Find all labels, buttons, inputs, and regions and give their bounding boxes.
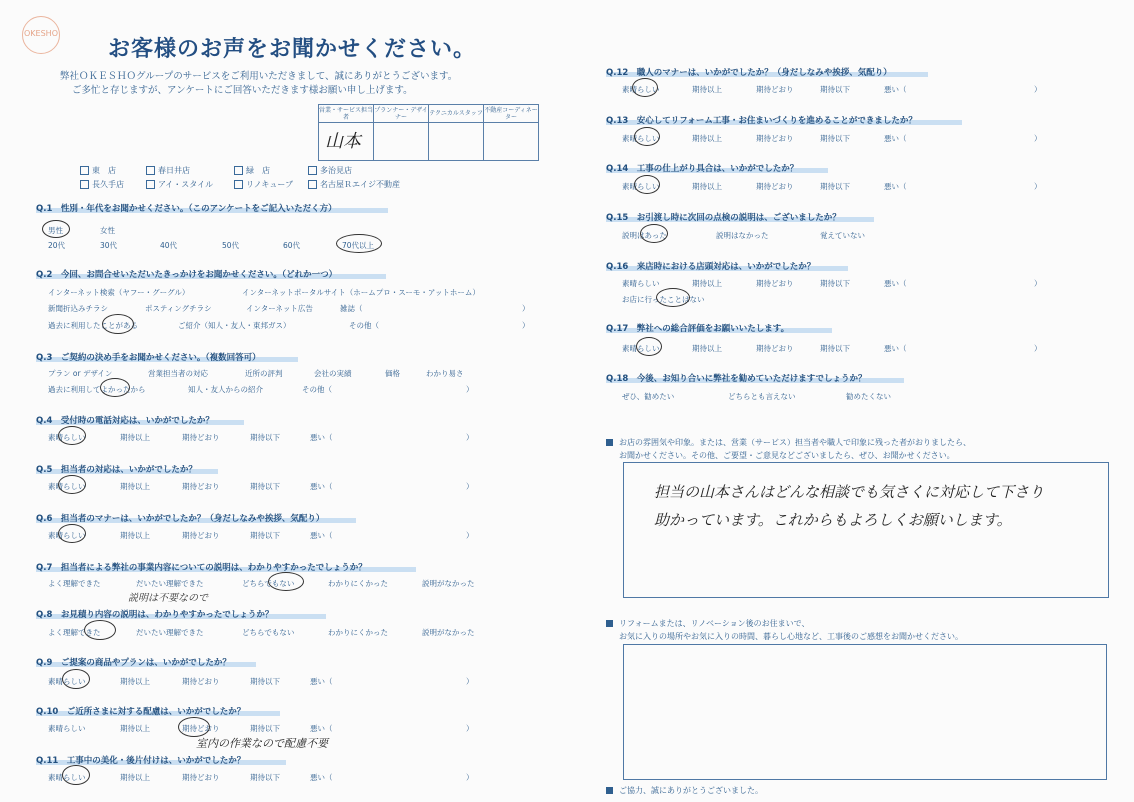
- q6-option-below[interactable]: 期待以下: [250, 531, 280, 540]
- q3-option-sales-staff[interactable]: 営業担当者の対応: [148, 369, 208, 378]
- q5-bad-close: ）: [466, 482, 474, 491]
- company-logo: [22, 16, 60, 54]
- q16-option-expected[interactable]: 期待どおり: [756, 279, 794, 288]
- q7-handwritten-note: 説明は不要なので: [128, 593, 208, 604]
- q9-bad-close: ）: [466, 677, 474, 686]
- answer-circle-q11: [62, 765, 90, 785]
- q2-option-past-use[interactable]: 過去に利用したことがある: [48, 321, 138, 330]
- q9-option-bad[interactable]: 悪い（: [310, 677, 333, 686]
- q10-handwritten-note: 室内の作業なので配慮不要: [196, 737, 328, 750]
- q10-option-above[interactable]: 期待以上: [120, 724, 150, 733]
- q16-bad-close: ）: [1034, 279, 1042, 288]
- q7-option-none[interactable]: 説明がなかった: [422, 579, 475, 588]
- q1-option-male[interactable]: 男性: [48, 226, 63, 235]
- answer-circle-male: [42, 220, 70, 238]
- section2-text-1: リフォームまたは、リノベーション後のお住まいで、: [619, 619, 810, 628]
- answer-circle-q4: [58, 426, 86, 445]
- q2-magazine-close: ）: [522, 304, 530, 313]
- q5-option-expected[interactable]: 期待どおり: [182, 482, 220, 491]
- q2-option-portal[interactable]: インターネットポータルサイト（ホームプロ・スーモ・アットホーム）: [242, 288, 480, 297]
- intro-line-1: 弊社ＯＫＥＳＨＯグループのサービスをご利用いただきまして、誠にありがとうございます。: [60, 71, 458, 82]
- q7-option-neither[interactable]: どちらでもない: [242, 579, 295, 588]
- q8-option-neither[interactable]: どちらでもない: [242, 628, 295, 637]
- q5-label: Q.5 担当者の対応は、いかがでしたか？: [36, 465, 197, 475]
- staff-realestate-name[interactable]: [484, 123, 539, 161]
- q17-option-expected[interactable]: 期待どおり: [756, 344, 794, 353]
- q11-label: Q.11 工事中の美化・後片付けは、いかがでしたか？: [36, 756, 246, 766]
- q4-bad-close: ）: [466, 433, 474, 442]
- q7-label: Q.7 担当者による弊社の事業内容についての説明は、わかりやすかったでしょうか？: [36, 563, 367, 573]
- q2-option-posting[interactable]: ポスティングチラシ: [145, 304, 212, 313]
- q1-label: Q.1 性別・年代をお聞かせください。（このアンケートをご記入いただく方）: [36, 204, 337, 214]
- store-checkbox-nagoya-rage[interactable]: [308, 179, 400, 190]
- checkbox-icon[interactable]: [146, 166, 155, 175]
- footer-thanks: [606, 785, 763, 796]
- staff-header-sales: 営業・サービス担当者: [319, 106, 374, 121]
- square-bullet-icon: [606, 620, 613, 627]
- q17-bad-close: ）: [1034, 344, 1042, 353]
- q2-option-newspaper[interactable]: 新聞折込みチラシ: [48, 304, 108, 313]
- q2-option-search[interactable]: インターネット検索（ヤフー・グーグル）: [48, 288, 190, 297]
- checkbox-icon[interactable]: [80, 180, 89, 189]
- q2-option-web-ad[interactable]: インターネット広告: [246, 304, 313, 313]
- q3-option-clarity[interactable]: わかり易さ: [426, 369, 464, 378]
- square-bullet-icon: [606, 787, 613, 794]
- q9-label: Q.9 ご提案の商品やプランは、いかがでしたか？: [36, 658, 231, 668]
- answer-circle-q15: [640, 224, 668, 243]
- checkbox-icon[interactable]: [234, 180, 243, 189]
- q10-option-bad[interactable]: 悪い（: [310, 724, 333, 733]
- q11-bad-close: ）: [466, 773, 474, 782]
- q14-option-expected[interactable]: 期待どおり: [756, 182, 794, 191]
- q10-bad-close: ）: [466, 724, 474, 733]
- q15-label: Q.15 お引渡し時に次回の点検の説明は、ございましたか？: [606, 213, 841, 223]
- store-label: 名古屋Ｒエイジ不動産: [320, 180, 400, 189]
- section2-text-2: お気に入りの場所やお気に入りの時間、暮らし心地など、工事後のご感想をお聞かせください。: [619, 632, 963, 641]
- q16-label: Q.16 来店時における店頭対応は、いかがでしたか？: [606, 262, 816, 272]
- checkbox-icon[interactable]: [308, 166, 317, 175]
- staff-header-realestate: 不動産コーディネーター: [484, 106, 538, 121]
- answer-circle-q7: [268, 572, 304, 591]
- q13-bad-close: ）: [1034, 134, 1042, 143]
- q10-label: Q.10 ご近所さまに対する配慮は、いかがでしたか？: [36, 707, 246, 717]
- answer-circle-q17: [636, 337, 662, 356]
- intro-line-2: ご多忙と存じますが、アンケートにご回答いただきます様お願い申し上げます。: [72, 85, 413, 96]
- store-label: リノキューブ: [246, 180, 293, 189]
- q16-option-bad[interactable]: 悪い（: [884, 279, 907, 288]
- staff-header-planner: プランナー・デザイナー: [374, 106, 428, 121]
- q6-option-above[interactable]: 期待以上: [120, 531, 150, 540]
- q4-option-expected[interactable]: 期待どおり: [182, 433, 220, 442]
- comment-section-2-line1: [606, 618, 809, 629]
- section1-text-1: お店の雰囲気や印象。または、営業（サービス）担当者や職人で印象に残った者がおりましたら、: [619, 438, 971, 447]
- square-bullet-icon: [606, 439, 613, 446]
- staff-sales-name[interactable]: 山本: [319, 123, 374, 161]
- store-checkbox-kasugai[interactable]: [146, 165, 190, 176]
- q15-option-dont-remember[interactable]: 覚えていない: [820, 231, 865, 240]
- answer-circle-q16: [656, 288, 690, 307]
- q5-option-excellent[interactable]: 素晴らしい: [48, 482, 86, 491]
- store-label: 長久手店: [92, 180, 124, 189]
- answer-circle-q13: [634, 127, 660, 146]
- q13-option-expected[interactable]: 期待どおり: [756, 134, 794, 143]
- answer-circle-q5: [58, 475, 86, 494]
- q12-option-below[interactable]: 期待以下: [820, 85, 850, 94]
- q17-option-above[interactable]: 期待以上: [692, 344, 722, 353]
- q8-option-unclear[interactable]: わかりにくかった: [328, 628, 388, 637]
- checkbox-icon[interactable]: [80, 166, 89, 175]
- q13-option-excellent[interactable]: 素晴らしい: [622, 134, 660, 143]
- page-title: お客様のお声をお聞かせください。: [108, 37, 477, 62]
- store-checkbox-midori[interactable]: [234, 165, 270, 176]
- store-label: 多治見店: [320, 166, 352, 175]
- q14-bad-close: ）: [1034, 182, 1042, 191]
- comment-1-line-2: 助かっています。これからもよろしくお願いします。: [654, 511, 1012, 529]
- q1-option-30s[interactable]: 30代: [100, 241, 118, 250]
- store-label: 春日井店: [158, 166, 190, 175]
- q2-label: Q.2 今回、お問合せいただいたきっかけをお聞かせください。（どれか一つ）: [36, 270, 338, 280]
- q6-option-expected[interactable]: 期待どおり: [182, 531, 220, 540]
- answer-circle-q6: [58, 524, 86, 543]
- q12-option-bad[interactable]: 悪い（: [884, 85, 907, 94]
- section1-text-2: お聞かせください。その他、ご要望・ご意見などございましたら、ぜひ、お聞かせください。: [619, 451, 955, 460]
- q12-option-excellent[interactable]: 素晴らしい: [622, 85, 660, 94]
- staff-header-technical: テクニカルスタッフ: [429, 105, 484, 123]
- q15-option-explained[interactable]: 説明はあった: [622, 231, 667, 240]
- store-checkbox-renocube[interactable]: [234, 179, 293, 190]
- q16-option-above[interactable]: 期待以上: [692, 279, 722, 288]
- q16-option-below[interactable]: 期待以下: [820, 279, 850, 288]
- store-checkbox-higashi[interactable]: [80, 165, 116, 176]
- q13-label: Q.13 安心してリフォーム工事・お住まいづくりを進めることができましたか？: [606, 116, 917, 126]
- q16-option-excellent[interactable]: 素晴らしい: [622, 279, 660, 288]
- q9-option-expected[interactable]: 期待どおり: [182, 677, 220, 686]
- store-checkbox-nagakute[interactable]: [80, 179, 124, 190]
- q4-option-excellent[interactable]: 素晴らしい: [48, 433, 86, 442]
- q11-option-bad[interactable]: 悪い（: [310, 773, 333, 782]
- store-label: 東 店: [92, 166, 116, 175]
- answer-circle-past-good: [100, 378, 130, 397]
- store-label: アイ・スタイル: [158, 180, 214, 189]
- answer-circle-q12: [632, 78, 658, 97]
- footer-text: ご協力、誠にありがとうございました。: [619, 786, 763, 795]
- q3-option-reputation[interactable]: 近所の評判: [245, 369, 283, 378]
- q8-option-mostly[interactable]: だいたい理解できた: [136, 628, 204, 637]
- q4-label: Q.4 受付時の電話対応は、いかがでしたか？: [36, 416, 214, 426]
- q1-option-60s[interactable]: 60代: [283, 241, 301, 250]
- q3-option-price[interactable]: 価格: [385, 369, 400, 378]
- q6-option-bad[interactable]: 悪い（: [310, 531, 333, 540]
- q10-option-expected[interactable]: 期待どおり: [182, 724, 220, 733]
- q17-option-below[interactable]: 期待以下: [820, 344, 850, 353]
- q7-option-understood[interactable]: よく理解できた: [48, 579, 101, 588]
- q14-label: Q.14 工事の仕上がり具合は、いかがでしたか？: [606, 164, 799, 174]
- q12-option-expected[interactable]: 期待どおり: [756, 85, 794, 94]
- answer-circle-q10: [178, 717, 210, 737]
- q7-option-mostly[interactable]: だいたい理解できた: [136, 579, 204, 588]
- q3-option-other[interactable]: その他（: [302, 385, 332, 394]
- q5-option-bad[interactable]: 悪い（: [310, 482, 333, 491]
- q1-option-50s[interactable]: 50代: [222, 241, 240, 250]
- q8-option-none[interactable]: 説明がなかった: [422, 628, 475, 637]
- q8-option-understood[interactable]: よく理解できた: [48, 628, 101, 637]
- comment-box-2[interactable]: [623, 644, 1107, 780]
- q3-option-record[interactable]: 会社の実績: [314, 369, 352, 378]
- answer-circle-q14: [634, 175, 660, 194]
- q9-option-above[interactable]: 期待以上: [120, 677, 150, 686]
- q11-option-expected[interactable]: 期待どおり: [182, 773, 220, 782]
- q3-option-past-good[interactable]: 過去に利用してよかったから: [48, 385, 146, 394]
- checkbox-icon[interactable]: [308, 180, 317, 189]
- store-checkbox-istyle[interactable]: [146, 179, 213, 190]
- q16-option-never-visited[interactable]: お店に行ったことはない: [622, 295, 705, 304]
- q12-option-above[interactable]: 期待以上: [692, 85, 722, 94]
- q3-label: Q.3 ご契約の決め手をお聞かせください。（複数回答可）: [36, 353, 261, 363]
- q13-option-above[interactable]: 期待以上: [692, 134, 722, 143]
- q8-label: Q.8 お見積り内容の説明は、わかりやすかったでしょうか？: [36, 610, 274, 620]
- q9-option-excellent[interactable]: 素晴らしい: [48, 677, 86, 686]
- q2-option-referral[interactable]: ご紹介（知人・友人・東邦ガス）: [178, 321, 291, 330]
- q17-option-excellent[interactable]: 素晴らしい: [622, 344, 660, 353]
- q13-option-below[interactable]: 期待以下: [820, 134, 850, 143]
- q2-option-magazine[interactable]: 雑誌（: [340, 304, 363, 313]
- comment-section-1-line1: [606, 437, 971, 448]
- comment-box-1[interactable]: [623, 462, 1109, 598]
- q14-option-bad[interactable]: 悪い（: [884, 182, 907, 191]
- q3-option-plan[interactable]: プラン or デザイン: [48, 369, 113, 378]
- q10-option-excellent[interactable]: 素晴らしい: [48, 724, 86, 733]
- q6-option-excellent[interactable]: 素晴らしい: [48, 531, 86, 540]
- q4-option-below[interactable]: 期待以下: [250, 433, 280, 442]
- q3-other-close: ）: [466, 385, 474, 394]
- store-label: 緑 店: [246, 166, 270, 175]
- q1-option-40s[interactable]: 40代: [160, 241, 178, 250]
- q18-label: Q.18 今後、お知り合いに弊社を勧めていただけますでしょうか？: [606, 374, 867, 384]
- store-checkbox-tajimi[interactable]: [308, 165, 352, 176]
- q13-option-bad[interactable]: 悪い（: [884, 134, 907, 143]
- answer-circle-past-use: [102, 314, 134, 334]
- q6-label: Q.6 担当者のマナーは、いかがでしたか？（身だしなみや挨拶、気配り）: [36, 514, 325, 524]
- q2-option-other[interactable]: その他（: [349, 321, 379, 330]
- q5-option-above[interactable]: 期待以上: [120, 482, 150, 491]
- q14-option-excellent[interactable]: 素晴らしい: [622, 182, 660, 191]
- q5-option-below[interactable]: 期待以下: [250, 482, 280, 491]
- answer-circle-70s: [336, 234, 382, 253]
- q11-option-below[interactable]: 期待以下: [250, 773, 280, 782]
- q1-option-20s[interactable]: 20代: [48, 241, 66, 250]
- checkbox-icon[interactable]: [234, 166, 243, 175]
- staff-table: [318, 104, 539, 161]
- q1-option-female[interactable]: 女性: [100, 226, 115, 235]
- q3-option-friend[interactable]: 知人・友人からの紹介: [188, 385, 263, 394]
- q12-label: Q.12 職人のマナーは、いかがでしたか？（身だしなみや挨拶、気配り）: [606, 68, 892, 78]
- staff-technical-name[interactable]: [429, 123, 484, 161]
- staff-planner-name[interactable]: [374, 123, 429, 161]
- q14-option-below[interactable]: 期待以下: [820, 182, 850, 191]
- q2-other-close: ）: [522, 321, 530, 330]
- q14-option-above[interactable]: 期待以上: [692, 182, 722, 191]
- logo-text: OKESHO: [24, 29, 58, 38]
- answer-circle-q9: [62, 669, 90, 689]
- q9-option-below[interactable]: 期待以下: [250, 677, 280, 686]
- q18-option-not-recommend[interactable]: 勧めたくない: [846, 392, 891, 401]
- q11-option-excellent[interactable]: 素晴らしい: [48, 773, 86, 782]
- q15-option-not-explained[interactable]: 説明はなかった: [716, 231, 769, 240]
- q12-bad-close: ）: [1034, 85, 1042, 94]
- checkbox-icon[interactable]: [146, 180, 155, 189]
- answer-circle-q8: [84, 620, 116, 640]
- q17-option-bad[interactable]: 悪い（: [884, 344, 907, 353]
- q7-option-unclear[interactable]: わかりにくかった: [328, 579, 388, 588]
- q10-option-below[interactable]: 期待以下: [250, 724, 280, 733]
- q4-option-bad[interactable]: 悪い（: [310, 433, 333, 442]
- q17-label: Q.17 弊社への総合評価をお願いいたします。: [606, 324, 790, 334]
- q1-option-70s[interactable]: 70代以上: [342, 241, 375, 250]
- q4-option-above[interactable]: 期待以上: [120, 433, 150, 442]
- q6-bad-close: ）: [466, 531, 474, 540]
- q11-option-above[interactable]: 期待以上: [120, 773, 150, 782]
- q18-option-neutral[interactable]: どちらとも言えない: [728, 392, 796, 401]
- comment-1-line-1: 担当の山本さんはどんな相談でも気さくに対応して下さり: [654, 483, 1045, 501]
- q18-option-recommend[interactable]: ぜひ、勧めたい: [622, 392, 675, 401]
